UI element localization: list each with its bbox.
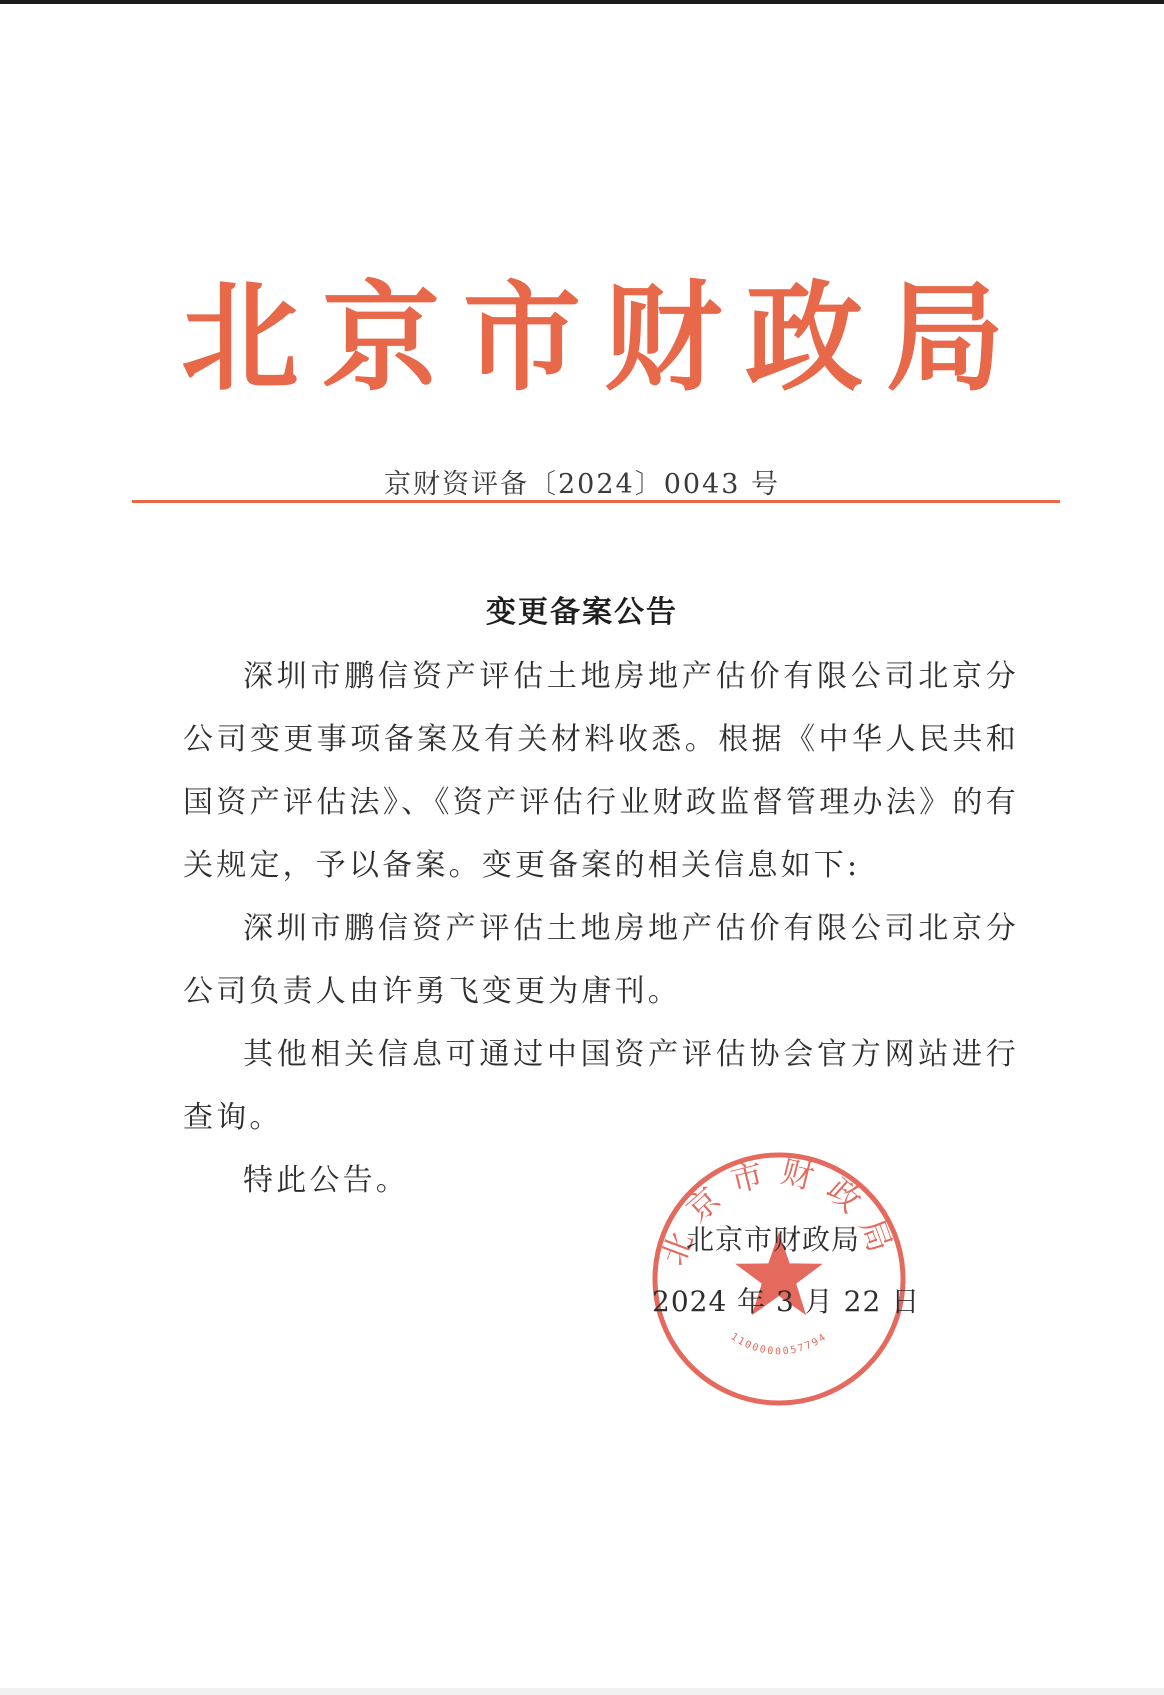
signature-date: 2024 年 3 月 22 日 <box>652 1285 921 1318</box>
masthead-char: 政 <box>744 269 863 407</box>
scan-bottom-edge <box>0 1688 1164 1695</box>
body-paragraph: 深圳市鹏信资产评估土地房地产估价有限公司北京分公司变更事项备案及有关材料收悉。根据《中华人民共和国资产评估法》、《资产评估行业财政监督管理办法》的有关规定，予以备案。变更备案的相关信息如下: <box>183 659 1019 883</box>
scan-top-edge <box>0 0 1164 4</box>
body-paragraph: 深圳市鹏信资产评估土地房地产估价有限公司北京分公司负责人由许勇飞变更为唐刊。 <box>183 911 1019 1009</box>
signature-organization: 北京市财政局 <box>686 1223 861 1256</box>
masthead-title <box>0 268 1164 408</box>
masthead-char: 财 <box>603 269 722 407</box>
document-body <box>183 645 1019 1212</box>
seal-text: 北京市财政局 <box>653 1152 905 1271</box>
masthead-char: 市 <box>462 269 581 407</box>
masthead-char: 北 <box>180 269 299 407</box>
red-divider-line <box>132 500 1060 503</box>
masthead-char: 局 <box>885 269 1004 407</box>
body-paragraph: 其他相关信息可通过中国资产评估协会官方网站进行查询。 <box>183 1037 1019 1135</box>
masthead-char: 京 <box>321 269 440 407</box>
body-paragraph: 特此公告。 <box>243 1163 409 1198</box>
document-number: 京财资评备〔2024〕0043 号 <box>383 469 780 500</box>
document-title: 变更备案公告 <box>486 595 678 630</box>
seal-serial: 1100000057794 <box>728 1331 830 1358</box>
official-seal <box>650 1150 908 1408</box>
